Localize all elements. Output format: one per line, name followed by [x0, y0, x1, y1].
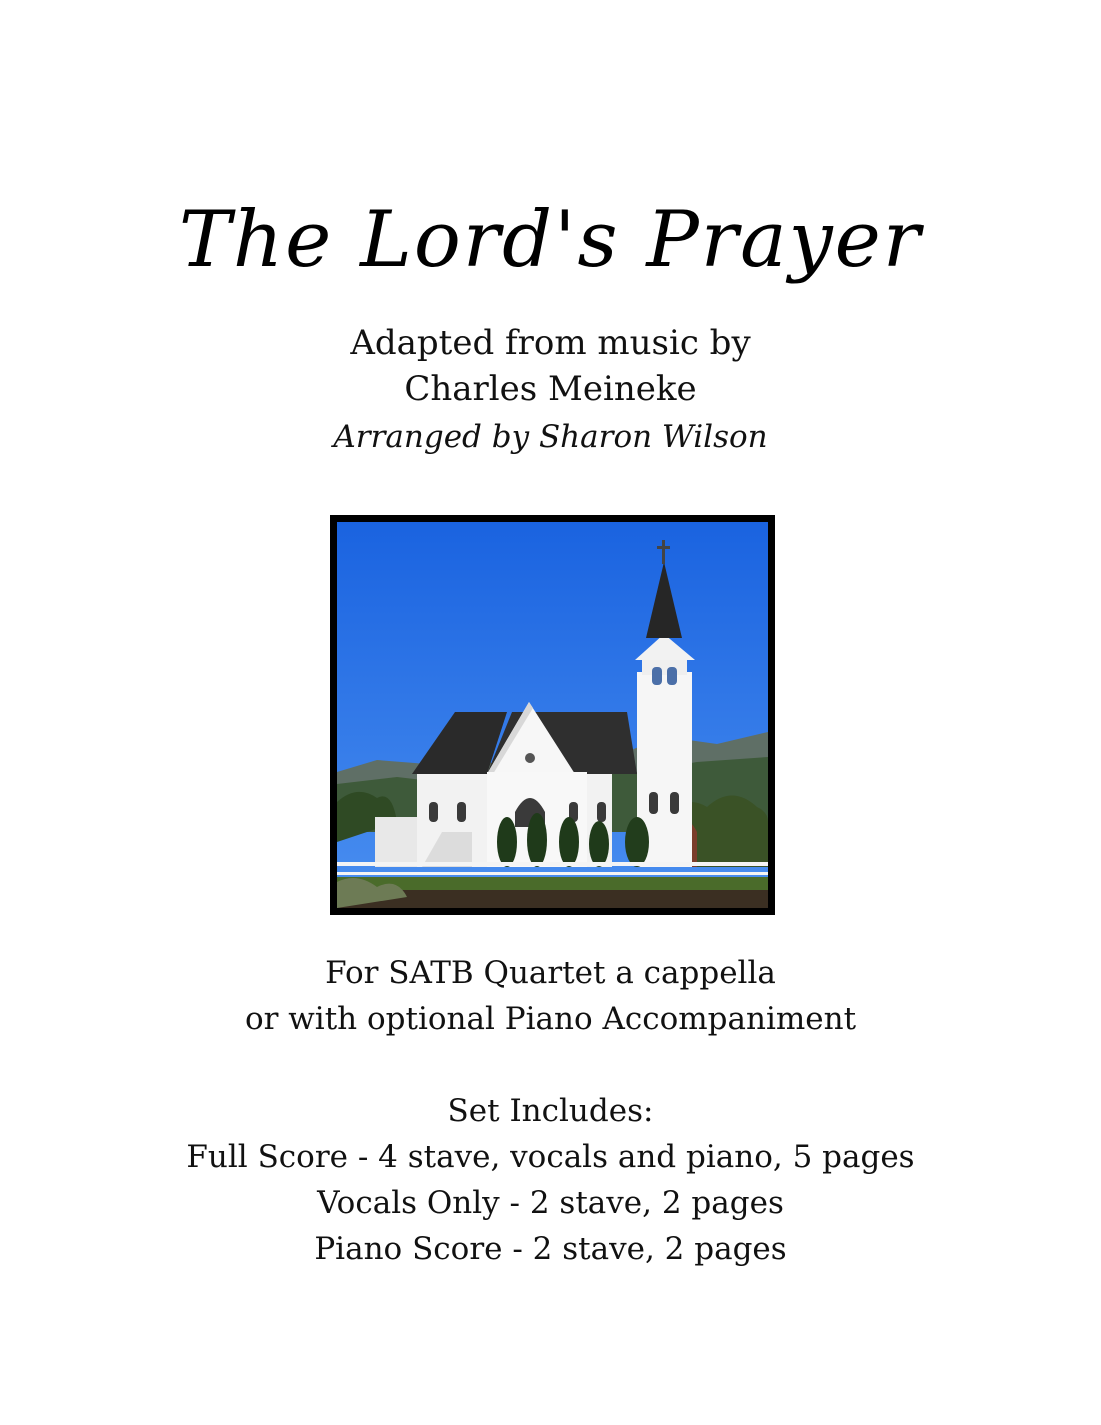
church-photo	[330, 515, 775, 915]
set-includes-heading: Set Includes:	[447, 1093, 654, 1129]
composer-name: Charles Meineke	[404, 369, 697, 409]
set-includes-item: Piano Score - 2 stave, 2 pages	[314, 1231, 787, 1267]
white-church-icon	[337, 522, 768, 908]
set-includes-item: Full Score - 4 stave, vocals and piano, 5 pages	[186, 1139, 915, 1175]
document-title: The Lord's Prayer	[178, 195, 923, 285]
description-line-1: For SATB Quartet a cappella	[325, 955, 776, 991]
set-includes-item: Vocals Only - 2 stave, 2 pages	[317, 1185, 784, 1221]
description-line-2: or with optional Piano Accompaniment	[244, 1001, 857, 1037]
adapted-from-line: Adapted from music by	[350, 323, 751, 363]
arranger-credit: Arranged by Sharon Wilson	[333, 419, 768, 455]
